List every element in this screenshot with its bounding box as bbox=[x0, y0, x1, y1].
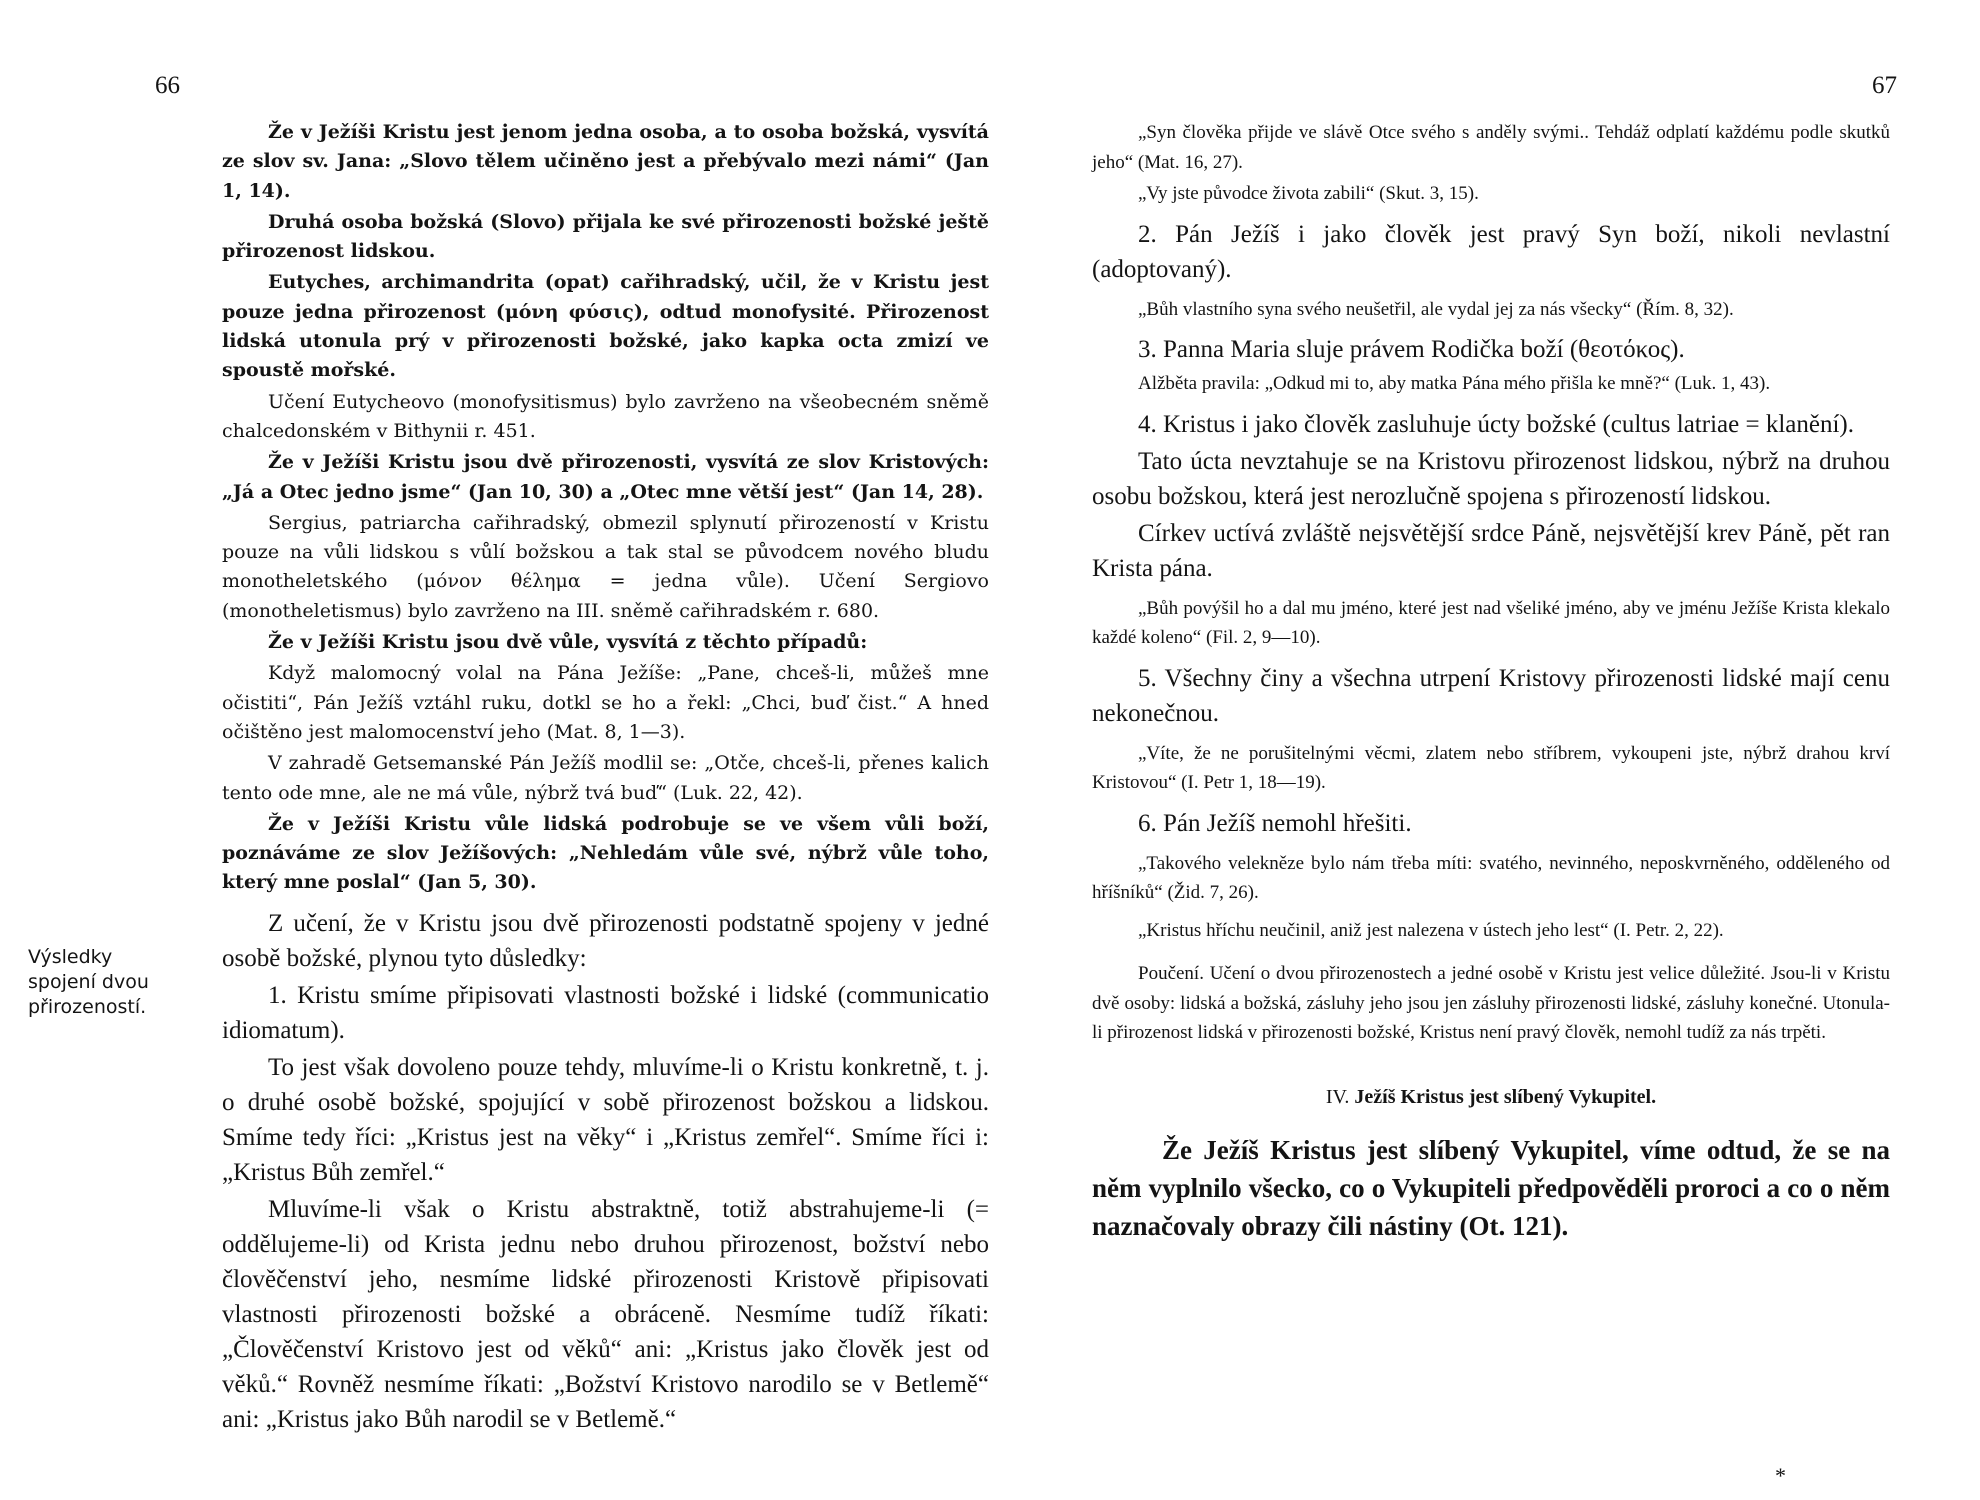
page-number-right: 67 bbox=[1872, 72, 1897, 99]
paragraph: 4. Kristus i jako člověk zasluhuje úcty božské (cultus latriae = klanění). bbox=[1138, 410, 1854, 438]
paragraph: „Syn člověka přijde ve slávě Otce svého s anděly svými.. Tehdáž odplatí každému podle skutků jeho“ (Mat. 16, 27). bbox=[1092, 122, 1890, 173]
paragraph: Alžběta pravila: „Odkud mi to, aby matka Pána mého přišla ke mně?“ (Luk. 1, 43). bbox=[1138, 373, 1771, 394]
paragraph: „Kristus hříchu neučinil, aniž jest nalezena v ústech jeho lest“ (I. Petr. 2, 22). bbox=[1138, 919, 1724, 941]
page-number-left: 66 bbox=[155, 72, 180, 99]
paragraph: „Bůh vlastního syna svého neušetřil, ale vydal jej za nás všecky“ (Řím. 8, 32). bbox=[1138, 298, 1734, 320]
paragraph: Z učení, že v Kristu jsou dvě přirozenosti podstatně spojeny v jedné osobě božské, plynou tyto důsledky: bbox=[222, 909, 989, 972]
paragraph: Eutyches, archimandrita (opat) cařihradský, učil, že v Kristu jest pouze jedna přirozenost (μόνη φύσις), odtud monofysité. Přirozenost lidská utonula prý v přirozenosti božské, jako kapka octa zmizí ve spoustě mořské. bbox=[222, 271, 989, 382]
paragraph: 5. Všechny činy a všechna utrpení Kristovy přirozenosti lidské mají cenu nekonečnou. bbox=[1092, 664, 1890, 727]
paragraph: 2. Pán Ježíš i jako člověk jest pravý Syn boží, nikoli nevlastní (adoptovaný). bbox=[1092, 220, 1890, 283]
paragraph: „Víte, že ne porušitelnými věcmi, zlatem nebo stříbrem, vykoupeni jste, nýbrž drahou krví Kristovou“ (I. Petr 1, 18—19). bbox=[1092, 742, 1890, 793]
paragraph: Učení Eutycheovo (monofysitismus) bylo zavrženo na všeobecném sněmě chalcedonském v Bithynii r. 451. bbox=[222, 390, 989, 442]
closing-paragraph: Že Ježíš Kristus jest slíbený Vykupitel, víme odtud, že se na něm vyplnilo všecko, co o Vykupiteli předpověděli proroci a co o něm naznačovaly obrazy čili nástiny (Ot. 121). bbox=[1092, 1134, 1890, 1241]
paragraph: Sergius, patriarcha cařihradský, obmezil splynutí přirozeností v Kristu pouze na vůli lidskou s vůlí božskou a tak stal se původcem nového bludu monotheletského (μόνον θέλημα = jedna vůle). Učení Sergiovo (monotheletismus) bylo zavrženo na III. sněmě cařihradském r. 680. bbox=[222, 511, 989, 622]
paragraph: Že v Ježíši Kristu vůle lidská podrobuje se ve všem vůli boží, poznáváme ze slov Ježíšových: „Nehledám vůle své, nýbrž vůle toho, který mne poslal“ (Jan 5, 30). bbox=[222, 812, 989, 894]
paragraph: Že v Ježíši Kristu jest jenom jedna osoba, a to osoba božská, vysvítá ze slov sv. Jana: „Slovo tělem učiněno jest a přebývalo mezi námi“ (Jan 1, 14). bbox=[222, 121, 989, 202]
paragraph: Že v Ježíši Kristu jsou dvě přirozenosti, vysvítá ze slov Kristových: „Já a Otec jedno jsme“ (Jan 10, 30) a „Otec mne větší jest“ (Jan 14, 28). bbox=[222, 451, 989, 503]
paragraph: Tato úcta nevztahuje se na Kristovu přirozenost lidskou, nýbrž na druhou osobu božskou, která jest nerozlučně spojena s přirozeností lidskou. bbox=[1092, 447, 1890, 510]
paragraph: Druhá osoba božská (Slovo) přijala ke své přirozenosti božské ještě přirozenost lidskou. bbox=[222, 210, 989, 263]
paragraph: Mluvíme-li však o Kristu abstraktně, totiž abstrahujeme-li (= oddělujeme-li) od Krista jednu nebo druhou přirozenost, božství nebo člověčenství jeho, nesmíme lidské přirozenosti Kristově připisovati vlastnosti přirozenosti božské a obráceně. Nesmíme tudíž říkati: „Člověčenství Kristovo jest od věků“ ani: „Kristus jako člověk jest od věků.“ Rovněž nesmíme říkati: „Božství Kristovo narodilo se v Betlemě“ ani: „Kristus jako Bůh narodil se v Betlemě.“ bbox=[222, 1195, 989, 1433]
paragraph: Církev uctívá zvláště nejsvětější srdce Páně, nejsvětější krev Páně, pět ran Krista pána. bbox=[1092, 519, 1890, 582]
paragraph: „Bůh povýšil ho a dal mu jméno, které jest nad všeliké jméno, aby ve jménu Ježíše Krista klekalo každé koleno“ (Fil. 2, 9—10). bbox=[1092, 597, 1890, 648]
section-heading bbox=[1092, 1086, 1890, 1109]
paragraph: 6. Pán Ježíš nemohl hřešiti. bbox=[1138, 809, 1412, 837]
margin-note: Výsledky spojení dvou přirozeností. bbox=[28, 946, 149, 1018]
left-page-text bbox=[222, 118, 989, 1437]
right-page-text bbox=[1092, 118, 1890, 1245]
paragraph: Že v Ježíši Kristu jsou dvě vůle, vysvítá z těchto případů: bbox=[268, 631, 868, 654]
paragraph: „Vy jste původce života zabili“ (Skut. 3, 15). bbox=[1138, 183, 1479, 204]
paragraph: 3. Panna Maria sluje právem Rodička boží (θεοτόκος). bbox=[1138, 336, 1685, 363]
paragraph: „Takového velekněze bylo nám třeba míti: svatého, nevinného, neposkvrněného, odděleného od hříšníků“ (Žid. 7, 26). bbox=[1092, 852, 1890, 903]
paragraph: V zahradě Getsemanské Pán Ježíš modlil se: „Otče, chceš-li, přenes kalich tento ode mne, ale ne má vůle, nýbrž tvá buď“ (Luk. 22, 42). bbox=[222, 752, 989, 804]
paragraph: To jest však dovoleno pouze tehdy, mluvíme-li o Kristu konkretně, t. j. o druhé osobě božské, spojující v sobě přirozenost božskou a lidskou. Smíme tedy říci: „Kristus jest na věky“ i „Kristus zemřel“. Smíme říci i: „Kristus Bůh zemřel.“ bbox=[222, 1053, 989, 1186]
paragraph: Poučení. Učení o dvou přirozenostech a jedné osobě v Kristu jest velice důležité. Jsou-li v Kristu dvě osoby: lidská a božská, zásluhy jeho jsou jen zásluhy přirozenosti lidské, zásluhy konečné. Utonula-li přirozenost lidská v přirozenosti božské, Kristus není pravý člověk, nemohl tudíž za nás trpěti. bbox=[1092, 963, 1890, 1043]
footnote-mark: * bbox=[1775, 1463, 1786, 1488]
paragraph: Když malomocný volal na Pána Ježíše: „Pane, chceš-li, můžeš mne očistiti“, Pán Ježíš vztáhl ruku, dotkl se ho a řekl: „Chci, buď čist.“ A hned očištěno jest malomocenství jeho (Mat. 8, 1—3). bbox=[222, 662, 989, 743]
paragraph: 1. Kristu smíme připisovati vlastnosti božské i lidské (communicatio idiomatum). bbox=[222, 981, 989, 1044]
section-title: Ježíš Kristus jest slíbený Vykupitel. bbox=[1354, 1085, 1657, 1108]
section-roman-numeral: IV. bbox=[1325, 1085, 1350, 1108]
